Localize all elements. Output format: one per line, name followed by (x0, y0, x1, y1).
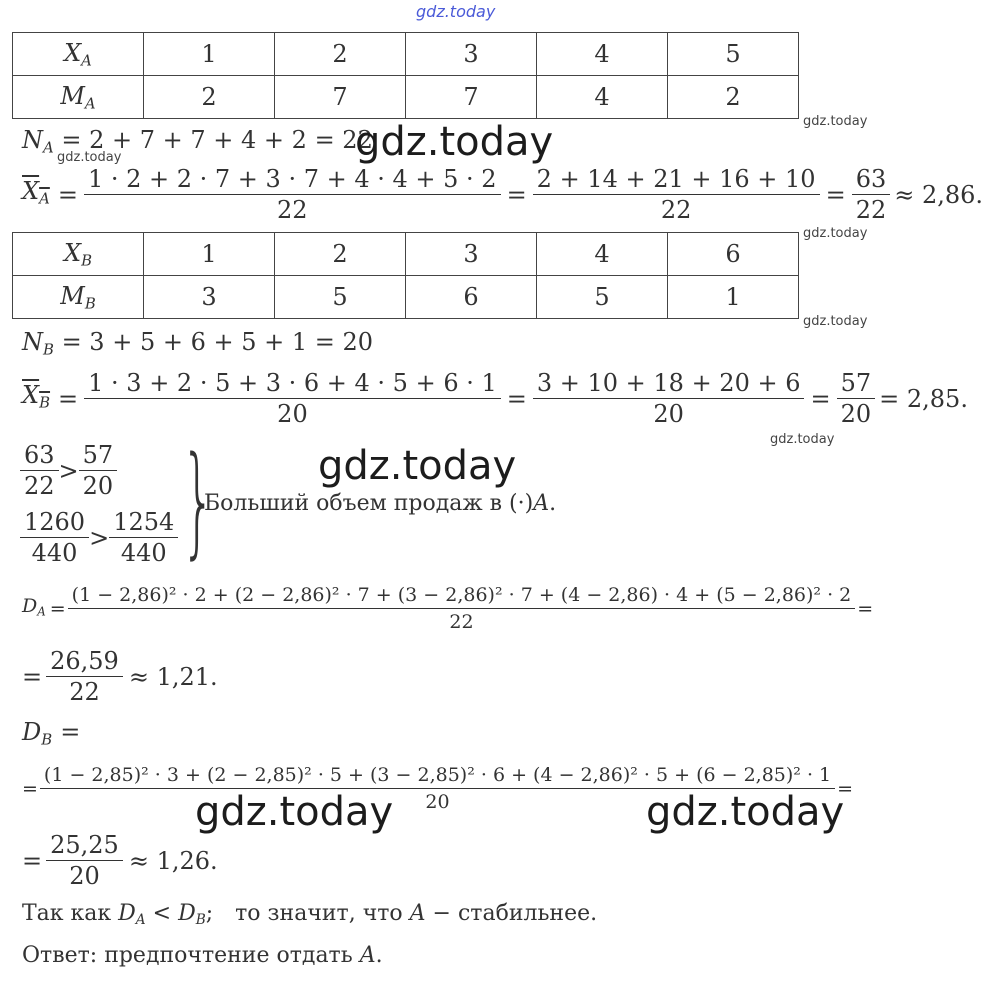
db-equation: = (1 − 2,85)² · 3 + (2 − 2,85)² · 5 + (3 − 2,85)² · 6 + (4 − 2,86)² · 5 + (6 − 2,85)² · 1 20 = (22, 764, 854, 813)
comparison-conclusion: Больший объем продаж в (·)A. (204, 491, 557, 516)
fraction: $\frac{63}{22}$ (22, 440, 57, 501)
table-cell: 3 (144, 276, 275, 319)
table-b (12, 232, 799, 319)
table-cell: 7 (406, 76, 537, 119)
fraction: $\frac{1 \cdot 2 + 2 \cdot 7 + 3 \cdot 7 + 4 \cdot 4 + 5 \cdot 2}{22}$ (86, 164, 499, 225)
watermark-small: gdz.today (803, 314, 868, 329)
table-cell-label: $X_A$ (13, 33, 144, 76)
table-cell: 1 (668, 276, 799, 319)
answer: Ответ: предпочтение отдать A. (22, 943, 383, 968)
table-a (12, 32, 799, 119)
table-cell-label: $X_B$ (13, 233, 144, 276)
table-cell: 2 (275, 33, 406, 76)
watermark-big: gdz.today (195, 789, 394, 835)
fraction: $\frac{2 + 14 + 21 + 16 + 10}{22}$ (535, 164, 818, 225)
nb-equation: $N_B = 3 + 5 + 6 + 5 + 1 = 20$ (22, 328, 374, 359)
fraction: $\frac{63}{22}$ (854, 164, 889, 225)
table-cell: 1 (144, 33, 275, 76)
da-equation: $D_A$ = (1 − 2,86)² · 2 + (2 − 2,86)² · 7 + (3 − 2,86)² · 7 + (4 − 2,86) · 4 + (5 − 2,86)² · 2 22 = (22, 584, 874, 633)
table-cell: 2 (144, 76, 275, 119)
comparison-line-1: $\frac{63}{22}$ > $\frac{57}{20}$ (22, 440, 176, 501)
table-cell: 1 (144, 233, 275, 276)
watermark-big: gdz.today (355, 119, 554, 165)
watermark-small: gdz.today (803, 226, 868, 241)
table-cell: 2 (668, 76, 799, 119)
watermark-small: gdz.today (770, 432, 835, 447)
table-cell: 5 (537, 276, 668, 319)
table-cell: 4 (537, 233, 668, 276)
db-result: = $\frac{25,25}{20}$ ≈ 1,26. (22, 831, 218, 890)
table-cell: 3 (406, 233, 537, 276)
table-cell: 3 (406, 33, 537, 76)
table-cell: 4 (537, 33, 668, 76)
table-row (13, 76, 799, 119)
table-cell: 7 (275, 76, 406, 119)
watermark-top: gdz.today (416, 2, 496, 21)
fraction: $\frac{57}{20}$ (81, 440, 116, 501)
na-equation: $N_A = 2 + 7 + 7 + 4 + 2 = 22$ (22, 126, 373, 157)
fraction: (1 − 2,85)² · 3 + (2 − 2,85)² · 5 + (3 − 2,85)² · 6 + (4 − 2,86)² · 5 + (6 − 2,85)² · 1 20 (42, 762, 833, 815)
table-cell: 6 (406, 276, 537, 319)
table-cell: 6 (668, 233, 799, 276)
watermark-small: gdz.today (803, 114, 868, 129)
table-cell-label: $M_A$ (13, 76, 144, 119)
comparison-line-2: $\frac{1260}{440}$ > $\frac{1254}{440}$ (22, 507, 176, 568)
mean-b-equation: $X_B$ = $\frac{1 \cdot 3 + 2 \cdot 5 + 3 \cdot 6 + 4 \cdot 5 + 6 \cdot 1}{20}$ = $\frac{3 + 10 + 18 + 20 + 6}{20}$ = $\frac{57}{20}$ = 2,85. (22, 369, 968, 428)
fraction: $\frac{1254}{440}$ (111, 507, 176, 568)
mean-a-equation: $X_A$ = $\frac{1 \cdot 2 + 2 \cdot 7 + 3 \cdot 7 + 4 \cdot 4 + 5 \cdot 2}{22}$ = $\frac{2 + 14 + 21 + 16 + 10}{22}$ = $\frac{63}{22}$ ≈ 2,86. (22, 165, 983, 224)
table-row (13, 33, 799, 76)
fraction: $\frac{25,25}{20}$ (48, 830, 121, 891)
right-brace: } (180, 432, 216, 571)
table-cell: 2 (275, 233, 406, 276)
fraction: $\frac{3 + 10 + 18 + 20 + 6}{20}$ (535, 368, 803, 429)
fraction: (1 − 2,86)² · 2 + (2 − 2,86)² · 7 + (3 − 2,86)² · 7 + (4 − 2,86) · 4 + (5 − 2,86)² · 2 22 (70, 582, 854, 635)
watermark-small: gdz.today (57, 150, 122, 165)
table-cell: 4 (537, 76, 668, 119)
da-result: = $\frac{26,59}{22}$ ≈ 1,21. (22, 647, 218, 706)
watermark-big: gdz.today (646, 789, 845, 835)
fraction: $\frac{1 \cdot 3 + 2 \cdot 5 + 3 \cdot 6 + 4 \cdot 5 + 6 \cdot 1}{20}$ (86, 368, 499, 429)
table-cell: 5 (275, 276, 406, 319)
table-cell: 5 (668, 33, 799, 76)
fraction: $\frac{26,59}{22}$ (48, 646, 121, 707)
fraction: $\frac{57}{20}$ (839, 368, 874, 429)
table-cell-label: $M_B$ (13, 276, 144, 319)
table-row (13, 233, 799, 276)
watermark-big: gdz.today (318, 443, 517, 489)
db-label: $D_B$ = (22, 718, 81, 749)
comparison-block (22, 440, 176, 568)
stability-conclusion: Так как $D_A < D_B$; то значит, что A − стабильнее. (22, 901, 598, 929)
table-row (13, 276, 799, 319)
fraction: $\frac{1260}{440}$ (22, 507, 87, 568)
